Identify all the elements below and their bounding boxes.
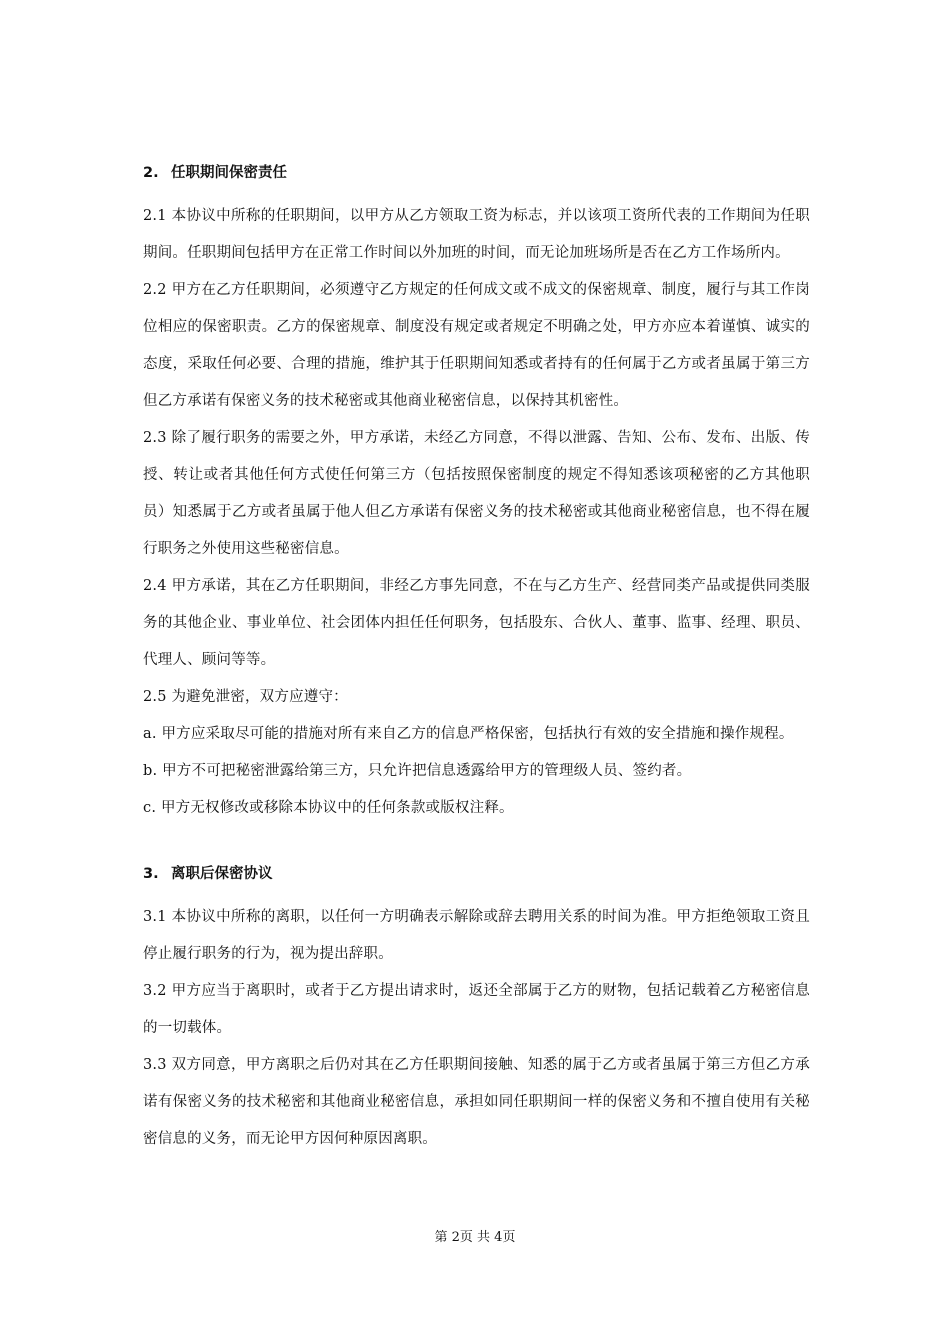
section-2-title: 任职期间保密责任: [171, 165, 287, 181]
clause-2-5-b: b. 甲方不可把秘密泄露给第三方，只允许把信息透露给甲方的管理级人员、签约者。: [143, 763, 692, 779]
section-3-heading: [143, 857, 810, 891]
clause-2-4: 2.4 甲方承诺，其在乙方任职期间，非经乙方事先同意，不在与乙方生产、经营同类产品或提供同类服务的其他企业、事业单位、社会团体内担任任何职务，包括股东、合伙人、董事、监事、经理、职员、代理人、顾问等等。: [143, 578, 810, 668]
section-3-title: 离职后保密协议: [171, 866, 273, 882]
clause-2-5-a: a. 甲方应采取尽可能的措施对所有来自乙方的信息严格保密，包括执行有效的安全措施和操作规程。: [143, 726, 794, 742]
clause-3-3: 3.3 双方同意，甲方离职之后仍对其在乙方任职期间接触、知悉的属于乙方或者虽属于第三方但乙方承诺有保密义务的技术秘密和其他商业秘密信息，承担如同任职期间一样的保密义务和不擅自使用有关秘密信息的义务，而无论甲方因何种原因离职。: [143, 1057, 810, 1147]
section-2-heading: [143, 156, 810, 190]
section-3-number: 3.: [143, 866, 159, 882]
clause-2-5: 2.5 为避免泄密，双方应遵守：: [143, 689, 348, 705]
clause-3-2: 3.2 甲方应当于离职时，或者于乙方提出请求时，返还全部属于乙方的财物，包括记载着乙方秘密信息的一切载体。: [143, 983, 810, 1036]
document-body: [143, 156, 810, 1158]
clause-3-1: 3.1 本协议中所称的离职，以任何一方明确表示解除或辞去聘用关系的时间为准。甲方拒绝领取工资且停止履行职务的行为，视为提出辞职。: [143, 909, 810, 962]
clause-2-1: 2.1 本协议中所称的任职期间，以甲方从乙方领取工资为标志，并以该项工资所代表的工作期间为任职期间。任职期间包括甲方在正常工作时间以外加班的时间，而无论加班场所是否在乙方工作场所内。: [143, 208, 810, 261]
clause-2-5-c: c. 甲方无权修改或移除本协议中的任何条款或版权注释。: [143, 800, 514, 816]
page-footer: 第 2页 共 4页: [434, 1230, 516, 1245]
section-2-number: 2.: [143, 165, 159, 181]
clause-2-3: 2.3 除了履行职务的需要之外，甲方承诺，未经乙方同意，不得以泄露、告知、公布、发布、出版、传授、转让或者其他任何方式使任何第三方（包括按照保密制度的规定不得知悉该项秘密的乙方其他职员）知悉属于乙方或者虽属于他人但乙方承诺有保密义务的技术秘密或其他商业秘密信息，也不得在履行职务之外使用这些秘密信息。: [143, 430, 810, 557]
clause-2-2: 2.2 甲方在乙方任职期间，必须遵守乙方规定的任何成文或不成文的保密规章、制度，履行与其工作岗位相应的保密职责。乙方的保密规章、制度没有规定或者规定不明确之处，甲方亦应本着谨慎、诚实的态度，采取任何必要、合理的措施，维护其于任职期间知悉或者持有的任何属于乙方或者虽属于第三方但乙方承诺有保密义务的技术秘密或其他商业秘密信息，以保持其机密性。: [143, 282, 810, 409]
